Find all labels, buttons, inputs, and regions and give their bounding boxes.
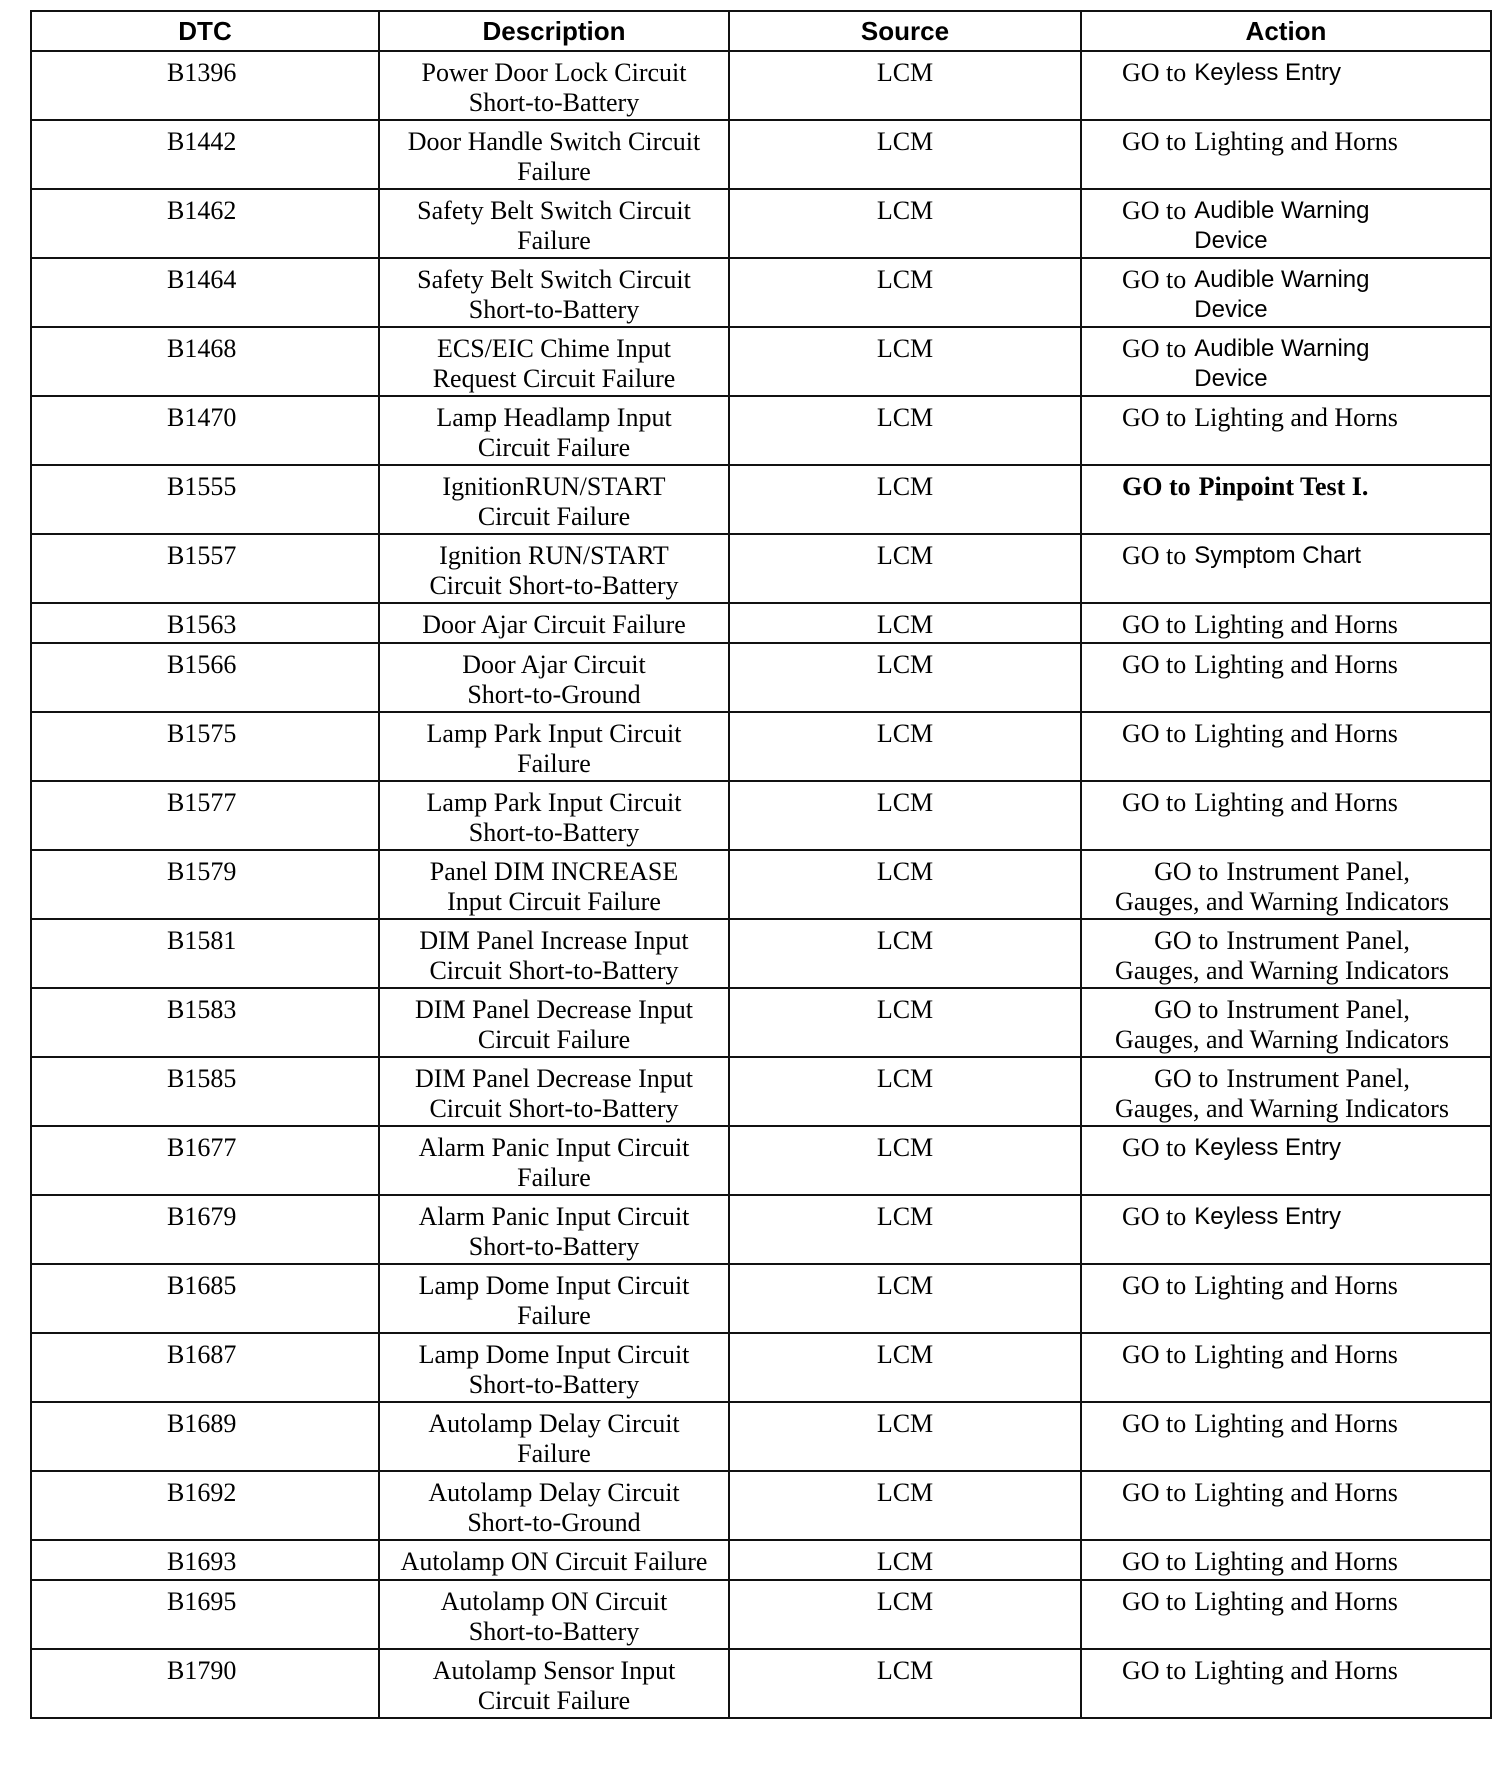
action-cell bbox=[1081, 1402, 1491, 1471]
action-destination[interactable] bbox=[1194, 265, 1369, 325]
table-row bbox=[31, 1126, 1491, 1195]
table-header-row bbox=[31, 11, 1491, 51]
action-destination-line-1: Lighting and Horns bbox=[1194, 1547, 1398, 1576]
description-line-1: ECS/EIC Chime Input bbox=[437, 334, 671, 363]
action-destination[interactable]: Instrument Panel, bbox=[1226, 926, 1410, 955]
action-destination[interactable] bbox=[1194, 719, 1398, 749]
action-destination-line-1: Audible Warning bbox=[1194, 266, 1370, 293]
source-cell: LCM bbox=[729, 988, 1081, 1057]
action-destination[interactable] bbox=[1194, 127, 1398, 157]
dtc-code: B1557 bbox=[31, 534, 379, 603]
action-destination[interactable] bbox=[1194, 1547, 1398, 1577]
go-to-label: GO to bbox=[1122, 403, 1187, 432]
action-cell bbox=[1081, 850, 1491, 919]
action-destination[interactable] bbox=[1194, 334, 1369, 394]
dtc-code: B1555 bbox=[31, 465, 379, 534]
action-destination-line-2: Gauges, and Warning Indicators bbox=[1115, 1094, 1449, 1123]
table-body bbox=[31, 51, 1491, 1718]
description-cell bbox=[379, 603, 729, 643]
source-cell: LCM bbox=[729, 534, 1081, 603]
description-line-1: DIM Panel Increase Input bbox=[419, 926, 689, 955]
action-destination-line-1: Audible Warning bbox=[1194, 197, 1370, 224]
description-line-2: Request Circuit Failure bbox=[432, 364, 676, 393]
description-cell bbox=[379, 327, 729, 396]
description-cell bbox=[379, 643, 729, 712]
source-cell: LCM bbox=[729, 1057, 1081, 1126]
dtc-code: B1585 bbox=[31, 1057, 379, 1126]
description-cell bbox=[379, 1580, 729, 1649]
description-cell bbox=[379, 396, 729, 465]
action-line-1 bbox=[1082, 926, 1482, 956]
action-destination-line-1: Lighting and Horns bbox=[1194, 403, 1398, 432]
table-row bbox=[31, 781, 1491, 850]
source-cell: LCM bbox=[729, 1471, 1081, 1540]
dtc-code: B1579 bbox=[31, 850, 379, 919]
action-destination[interactable]: Instrument Panel, bbox=[1226, 857, 1410, 886]
description-line-2: Circuit Short-to-Battery bbox=[429, 571, 679, 600]
description-cell bbox=[379, 1333, 729, 1402]
description-cell bbox=[379, 1471, 729, 1540]
go-to-label: GO to bbox=[1154, 857, 1219, 886]
table-row bbox=[31, 189, 1491, 258]
action-line-1 bbox=[1082, 1064, 1482, 1094]
action-cell bbox=[1081, 1540, 1491, 1580]
go-to-label: GO to bbox=[1122, 650, 1187, 679]
go-to-label: GO to bbox=[1122, 610, 1187, 639]
description-line-2: Short-to-Battery bbox=[468, 1232, 640, 1261]
source-cell: LCM bbox=[729, 603, 1081, 643]
action-destination-line-1: Pinpoint Test I. bbox=[1198, 472, 1369, 501]
table-row bbox=[31, 1580, 1491, 1649]
action-cell bbox=[1081, 1471, 1491, 1540]
description-cell bbox=[379, 465, 729, 534]
description-line-1: Door Handle Switch Circuit bbox=[407, 127, 701, 156]
table-row bbox=[31, 327, 1491, 396]
description-cell bbox=[379, 1649, 729, 1718]
source-cell: LCM bbox=[729, 781, 1081, 850]
description-line-2: Short-to-Battery bbox=[468, 88, 640, 117]
action-destination-line-1: Lighting and Horns bbox=[1194, 127, 1398, 156]
action-destination-line-1: Lighting and Horns bbox=[1194, 650, 1398, 679]
description-line-2: Short-to-Battery bbox=[468, 818, 640, 847]
description-line-1: Alarm Panic Input Circuit bbox=[418, 1133, 690, 1162]
action-line-1 bbox=[1082, 995, 1482, 1025]
description-cell bbox=[379, 781, 729, 850]
go-to-label: GO to bbox=[1122, 472, 1191, 501]
go-to-label: GO to bbox=[1122, 334, 1187, 363]
description-cell bbox=[379, 712, 729, 781]
go-to-label: GO to bbox=[1122, 127, 1187, 156]
description-line-1: Lamp Park Input Circuit bbox=[426, 719, 682, 748]
table-row bbox=[31, 1057, 1491, 1126]
action-cell bbox=[1081, 465, 1491, 534]
action-destination[interactable] bbox=[1199, 472, 1369, 502]
source-cell: LCM bbox=[729, 1126, 1081, 1195]
action-destination[interactable] bbox=[1194, 610, 1398, 640]
description-cell bbox=[379, 120, 729, 189]
action-destination[interactable] bbox=[1194, 1133, 1341, 1163]
go-to-label: GO to bbox=[1154, 995, 1219, 1024]
dtc-code: B1790 bbox=[31, 1649, 379, 1718]
table-row bbox=[31, 1195, 1491, 1264]
action-destination-line-1: Lighting and Horns bbox=[1194, 1587, 1398, 1616]
description-line-1: Lamp Dome Input Circuit bbox=[418, 1271, 690, 1300]
description-line-1: Door Ajar Circuit Failure bbox=[422, 610, 686, 639]
table-row bbox=[31, 120, 1491, 189]
table-row bbox=[31, 51, 1491, 120]
action-destination-line-2: Gauges, and Warning Indicators bbox=[1115, 887, 1449, 916]
action-cell bbox=[1081, 712, 1491, 781]
go-to-label: GO to bbox=[1122, 1409, 1187, 1438]
table-row bbox=[31, 396, 1491, 465]
description-line-1: Autolamp Delay Circuit bbox=[428, 1409, 680, 1438]
description-line-2: Failure bbox=[517, 749, 591, 778]
action-cell bbox=[1081, 534, 1491, 603]
description-cell bbox=[379, 51, 729, 120]
source-cell: LCM bbox=[729, 258, 1081, 327]
dtc-code: B1575 bbox=[31, 712, 379, 781]
description-line-1: Alarm Panic Input Circuit bbox=[418, 1202, 690, 1231]
dtc-code: B1566 bbox=[31, 643, 379, 712]
dtc-code: B1468 bbox=[31, 327, 379, 396]
action-destination-line-2: Gauges, and Warning Indicators bbox=[1115, 1025, 1449, 1054]
header-dtc: DTC bbox=[31, 11, 379, 51]
description-line-2: Short-to-Battery bbox=[468, 295, 640, 324]
dtc-code: B1462 bbox=[31, 189, 379, 258]
action-cell bbox=[1081, 1580, 1491, 1649]
action-destination[interactable] bbox=[1194, 1202, 1341, 1232]
dtc-code: B1695 bbox=[31, 1580, 379, 1649]
action-cell bbox=[1081, 1333, 1491, 1402]
source-cell: LCM bbox=[729, 1540, 1081, 1580]
source-cell: LCM bbox=[729, 1264, 1081, 1333]
dtc-code: B1687 bbox=[31, 1333, 379, 1402]
go-to-label: GO to bbox=[1154, 926, 1219, 955]
go-to-label: GO to bbox=[1122, 58, 1187, 87]
source-cell: LCM bbox=[729, 1402, 1081, 1471]
source-cell: LCM bbox=[729, 396, 1081, 465]
description-line-1: Lamp Dome Input Circuit bbox=[418, 1340, 690, 1369]
description-cell bbox=[379, 850, 729, 919]
go-to-label: GO to bbox=[1122, 196, 1187, 225]
source-cell: LCM bbox=[729, 51, 1081, 120]
action-cell bbox=[1081, 1649, 1491, 1718]
go-to-label: GO to bbox=[1154, 1064, 1219, 1093]
action-destination[interactable] bbox=[1194, 1409, 1398, 1439]
table-row bbox=[31, 988, 1491, 1057]
description-line-2: Failure bbox=[517, 157, 591, 186]
description-line-1: Autolamp Delay Circuit bbox=[428, 1478, 680, 1507]
description-line-2: Short-to-Battery bbox=[468, 1617, 640, 1646]
action-cell bbox=[1081, 396, 1491, 465]
description-line-2: Failure bbox=[517, 1301, 591, 1330]
description-line-1: Autolamp ON Circuit Failure bbox=[400, 1547, 708, 1576]
table-row bbox=[31, 258, 1491, 327]
action-destination[interactable] bbox=[1194, 1587, 1398, 1617]
go-to-label: GO to bbox=[1122, 788, 1187, 817]
dtc-code: B1442 bbox=[31, 120, 379, 189]
action-cell bbox=[1081, 919, 1491, 988]
description-cell bbox=[379, 1264, 729, 1333]
action-destination[interactable] bbox=[1194, 541, 1361, 571]
description-cell bbox=[379, 988, 729, 1057]
action-cell bbox=[1081, 327, 1491, 396]
description-line-1: Door Ajar Circuit bbox=[462, 650, 646, 679]
action-destination-line-1: Lighting and Horns bbox=[1194, 1340, 1398, 1369]
description-line-1: Safety Belt Switch Circuit bbox=[417, 265, 691, 294]
action-cell bbox=[1081, 120, 1491, 189]
source-cell: LCM bbox=[729, 1333, 1081, 1402]
action-cell bbox=[1081, 189, 1491, 258]
action-destination-line-2: Device bbox=[1194, 365, 1268, 392]
action-destination-line-1: Keyless Entry bbox=[1194, 1134, 1341, 1161]
dtc-code: B1470 bbox=[31, 396, 379, 465]
description-cell bbox=[379, 534, 729, 603]
header-action: Action bbox=[1081, 11, 1491, 51]
description-line-2: Failure bbox=[517, 1163, 591, 1192]
source-cell: LCM bbox=[729, 643, 1081, 712]
description-cell bbox=[379, 189, 729, 258]
go-to-label: GO to bbox=[1122, 719, 1187, 748]
action-cell bbox=[1081, 258, 1491, 327]
table-row bbox=[31, 1264, 1491, 1333]
action-destination-line-1: Audible Warning bbox=[1194, 335, 1370, 362]
go-to-label: GO to bbox=[1122, 1478, 1187, 1507]
description-line-2: Short-to-Ground bbox=[467, 680, 641, 709]
action-destination[interactable]: Instrument Panel, bbox=[1226, 995, 1410, 1024]
table-row bbox=[31, 1402, 1491, 1471]
source-cell: LCM bbox=[729, 1580, 1081, 1649]
source-cell: LCM bbox=[729, 189, 1081, 258]
description-line-1: Safety Belt Switch Circuit bbox=[417, 196, 691, 225]
action-cell bbox=[1081, 1057, 1491, 1126]
dtc-code: B1692 bbox=[31, 1471, 379, 1540]
action-cell bbox=[1081, 643, 1491, 712]
go-to-label: GO to bbox=[1122, 1133, 1187, 1162]
description-line-1: Panel DIM INCREASE bbox=[429, 857, 679, 886]
go-to-label: GO to bbox=[1122, 1202, 1187, 1231]
description-line-1: Autolamp ON Circuit bbox=[440, 1587, 668, 1616]
table-row bbox=[31, 465, 1491, 534]
source-cell: LCM bbox=[729, 1649, 1081, 1718]
table-row bbox=[31, 643, 1491, 712]
action-destination-line-1: Lighting and Horns bbox=[1194, 719, 1398, 748]
description-line-2: Short-to-Battery bbox=[468, 1370, 640, 1399]
description-line-1: Lamp Headlamp Input bbox=[436, 403, 672, 432]
source-cell: LCM bbox=[729, 919, 1081, 988]
dtc-code: B1396 bbox=[31, 51, 379, 120]
source-cell: LCM bbox=[729, 850, 1081, 919]
action-destination-line-2: Gauges, and Warning Indicators bbox=[1115, 956, 1449, 985]
header-description: Description bbox=[379, 11, 729, 51]
description-cell bbox=[379, 1057, 729, 1126]
description-line-1: Autolamp Sensor Input bbox=[432, 1656, 676, 1685]
source-cell: LCM bbox=[729, 327, 1081, 396]
action-destination[interactable] bbox=[1194, 1656, 1398, 1686]
action-cell bbox=[1081, 1195, 1491, 1264]
source-cell: LCM bbox=[729, 712, 1081, 781]
action-destination[interactable] bbox=[1194, 403, 1398, 433]
dtc-code: B1693 bbox=[31, 1540, 379, 1580]
action-cell bbox=[1081, 781, 1491, 850]
description-cell bbox=[379, 1402, 729, 1471]
dtc-code: B1583 bbox=[31, 988, 379, 1057]
dtc-code: B1464 bbox=[31, 258, 379, 327]
action-destination-line-1: Lighting and Horns bbox=[1194, 610, 1398, 639]
action-cell bbox=[1081, 51, 1491, 120]
description-line-2: Circuit Failure bbox=[477, 1686, 631, 1715]
go-to-label: GO to bbox=[1122, 1340, 1187, 1369]
table-row bbox=[31, 919, 1491, 988]
table-row bbox=[31, 712, 1491, 781]
go-to-label: GO to bbox=[1122, 541, 1187, 570]
dtc-code: B1581 bbox=[31, 919, 379, 988]
description-line-2: Circuit Short-to-Battery bbox=[429, 1094, 679, 1123]
action-destination-line-1: Lighting and Horns bbox=[1194, 1478, 1398, 1507]
dtc-code: B1685 bbox=[31, 1264, 379, 1333]
action-cell bbox=[1081, 603, 1491, 643]
action-destination[interactable]: Instrument Panel, bbox=[1226, 1064, 1410, 1093]
source-cell: LCM bbox=[729, 1195, 1081, 1264]
description-line-2: Circuit Failure bbox=[477, 433, 631, 462]
description-line-1: DIM Panel Decrease Input bbox=[415, 995, 693, 1024]
description-line-1: DIM Panel Decrease Input bbox=[415, 1064, 693, 1093]
dtc-code: B1677 bbox=[31, 1126, 379, 1195]
header-source: Source bbox=[729, 11, 1081, 51]
action-destination[interactable] bbox=[1194, 196, 1369, 256]
action-destination[interactable] bbox=[1194, 1478, 1398, 1508]
action-cell bbox=[1081, 1264, 1491, 1333]
action-destination-line-1: Symptom Chart bbox=[1194, 542, 1361, 569]
dtc-table bbox=[30, 10, 1492, 1719]
table-row bbox=[31, 1471, 1491, 1540]
description-line-2: Circuit Failure bbox=[477, 1025, 631, 1054]
go-to-label: GO to bbox=[1122, 1587, 1187, 1616]
description-line-1: Power Door Lock Circuit bbox=[421, 58, 687, 87]
table-row bbox=[31, 603, 1491, 643]
action-destination[interactable] bbox=[1194, 650, 1398, 680]
action-destination[interactable] bbox=[1194, 788, 1398, 818]
action-destination-line-1: Lighting and Horns bbox=[1194, 1409, 1398, 1438]
table-row bbox=[31, 534, 1491, 603]
description-cell bbox=[379, 1126, 729, 1195]
dtc-code: B1689 bbox=[31, 1402, 379, 1471]
description-line-2: Circuit Short-to-Battery bbox=[429, 956, 679, 985]
action-destination-line-1: Keyless Entry bbox=[1194, 59, 1341, 86]
dtc-code: B1679 bbox=[31, 1195, 379, 1264]
source-cell: LCM bbox=[729, 465, 1081, 534]
description-line-1: IgnitionRUN/START bbox=[442, 472, 666, 501]
table-row bbox=[31, 1649, 1491, 1718]
action-destination-line-1: Keyless Entry bbox=[1194, 1203, 1341, 1230]
table-row bbox=[31, 1540, 1491, 1580]
description-line-2: Failure bbox=[517, 1439, 591, 1468]
description-line-1: Lamp Park Input Circuit bbox=[426, 788, 682, 817]
action-destination[interactable] bbox=[1194, 1340, 1398, 1370]
go-to-label: GO to bbox=[1122, 1271, 1187, 1300]
action-cell bbox=[1081, 1126, 1491, 1195]
description-line-2: Circuit Failure bbox=[477, 502, 631, 531]
action-cell bbox=[1081, 988, 1491, 1057]
action-line-1 bbox=[1082, 857, 1482, 887]
description-line-2: Failure bbox=[517, 226, 591, 255]
description-cell bbox=[379, 1195, 729, 1264]
action-destination-line-1: Lighting and Horns bbox=[1194, 1271, 1398, 1300]
description-line-1: Ignition RUN/START bbox=[439, 541, 669, 570]
description-cell bbox=[379, 919, 729, 988]
description-cell bbox=[379, 1540, 729, 1580]
action-destination-line-1: Lighting and Horns bbox=[1194, 1656, 1398, 1685]
description-cell bbox=[379, 258, 729, 327]
go-to-label: GO to bbox=[1122, 1656, 1187, 1685]
go-to-label: GO to bbox=[1122, 265, 1187, 294]
description-line-2: Input Circuit Failure bbox=[447, 887, 661, 916]
table-row bbox=[31, 850, 1491, 919]
dtc-code: B1563 bbox=[31, 603, 379, 643]
go-to-label: GO to bbox=[1122, 1547, 1187, 1576]
action-destination[interactable] bbox=[1194, 58, 1341, 88]
table-row bbox=[31, 1333, 1491, 1402]
action-destination-line-1: Lighting and Horns bbox=[1194, 788, 1398, 817]
description-line-2: Short-to-Ground bbox=[467, 1508, 641, 1537]
action-destination[interactable] bbox=[1194, 1271, 1398, 1301]
action-destination-line-2: Device bbox=[1194, 296, 1268, 323]
action-destination-line-2: Device bbox=[1194, 227, 1268, 254]
dtc-code: B1577 bbox=[31, 781, 379, 850]
source-cell: LCM bbox=[729, 120, 1081, 189]
